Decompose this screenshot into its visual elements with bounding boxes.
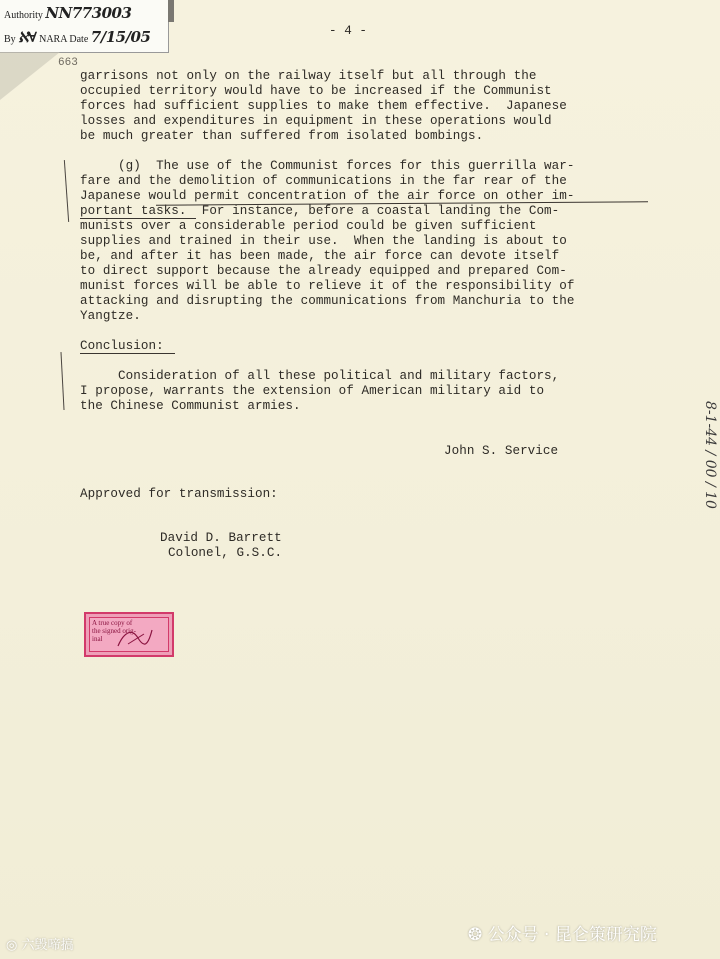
text-line: munists over a considerable period could be given sufficient xyxy=(80,219,537,233)
approver-name: David D. Barrett xyxy=(160,531,282,545)
declassification-stamp xyxy=(0,0,169,53)
watermark-left-text: 六毁啼搞 xyxy=(21,938,74,953)
true-copy-stamp xyxy=(84,612,174,657)
video-icon: ◎ xyxy=(6,938,18,953)
authority-number: NN773003 xyxy=(45,4,132,22)
text-line: Japanese would permit concentration of the air force on other im- xyxy=(80,189,575,203)
approver-title: Colonel, G.S.C. xyxy=(168,546,283,560)
by-label: By xyxy=(4,34,16,45)
watermark-right xyxy=(468,920,657,945)
scan-edge-strip xyxy=(168,0,174,22)
text-line: the Chinese Communist armies. xyxy=(80,399,301,413)
text-line: be, and after it has been made, the air force can devote itself xyxy=(80,249,560,263)
authority-label: Authority xyxy=(4,10,43,21)
hand-underline xyxy=(80,218,196,219)
corner-fold xyxy=(0,52,60,100)
wechat-icon: ❂ xyxy=(468,925,483,945)
margin-line-mark xyxy=(64,160,70,222)
text-line: (g) The use of the Communist forces for this guerrilla war- xyxy=(80,159,575,173)
watermark-left xyxy=(6,934,74,953)
text-line: to direct support because the already equipped and prepared Com- xyxy=(80,264,567,278)
page-number: - 4 - xyxy=(329,24,368,38)
text-line: Yangtze. xyxy=(80,309,141,323)
text-line: garrisons not only on the railway itself but all through the xyxy=(80,69,537,83)
stamp-text: A true copy of the signed orig- inal xyxy=(92,619,136,643)
text-line: portant tasks. For instance, before a coastal landing the Com- xyxy=(80,204,560,218)
approval-label: Approved for transmission: xyxy=(80,487,278,501)
text-line: be much greater than suffered from isolated bombings. xyxy=(80,129,484,143)
margin-handwriting xyxy=(700,395,720,645)
text-line: occupied territory would have to be increased if the Communist xyxy=(80,84,552,98)
text-line: Consideration of all these political and military factors, xyxy=(80,369,560,383)
text-line: losses and expenditures in equipment in these operations would xyxy=(80,114,552,128)
margin-line-mark xyxy=(60,352,64,410)
text-line: supplies and trained in their use. When the landing is about to xyxy=(80,234,567,248)
text-line: munist forces will be able to relieve it of the responsibility of xyxy=(80,279,575,293)
text-line: fare and the demolition of communications in the far rear of the xyxy=(80,174,567,188)
text-line: I propose, warrants the extension of American military aid to xyxy=(80,384,545,398)
conclusion-heading: Conclusion: xyxy=(80,339,164,353)
margin-handwriting-text: 8-1-44 / 00 / 10 xyxy=(702,401,718,509)
corner-mark: 663 xyxy=(58,57,78,69)
date-value: 7/15/05 xyxy=(90,28,151,46)
agency-label: NARA xyxy=(39,34,67,45)
text-line: attacking and disrupting the communications from Manchuria to the xyxy=(80,294,575,308)
date-label: Date xyxy=(69,34,89,45)
heading-underline xyxy=(80,353,175,354)
signature-name: John S. Service xyxy=(444,444,559,458)
text-line: forces had sufficient supplies to make them effective. Japanese xyxy=(80,99,567,113)
watermark-right-text: 公众号 · 昆仑策研究院 xyxy=(487,925,657,945)
initials-icon: ℵ∀ xyxy=(18,30,37,46)
stamp-initial-icon xyxy=(114,624,154,652)
